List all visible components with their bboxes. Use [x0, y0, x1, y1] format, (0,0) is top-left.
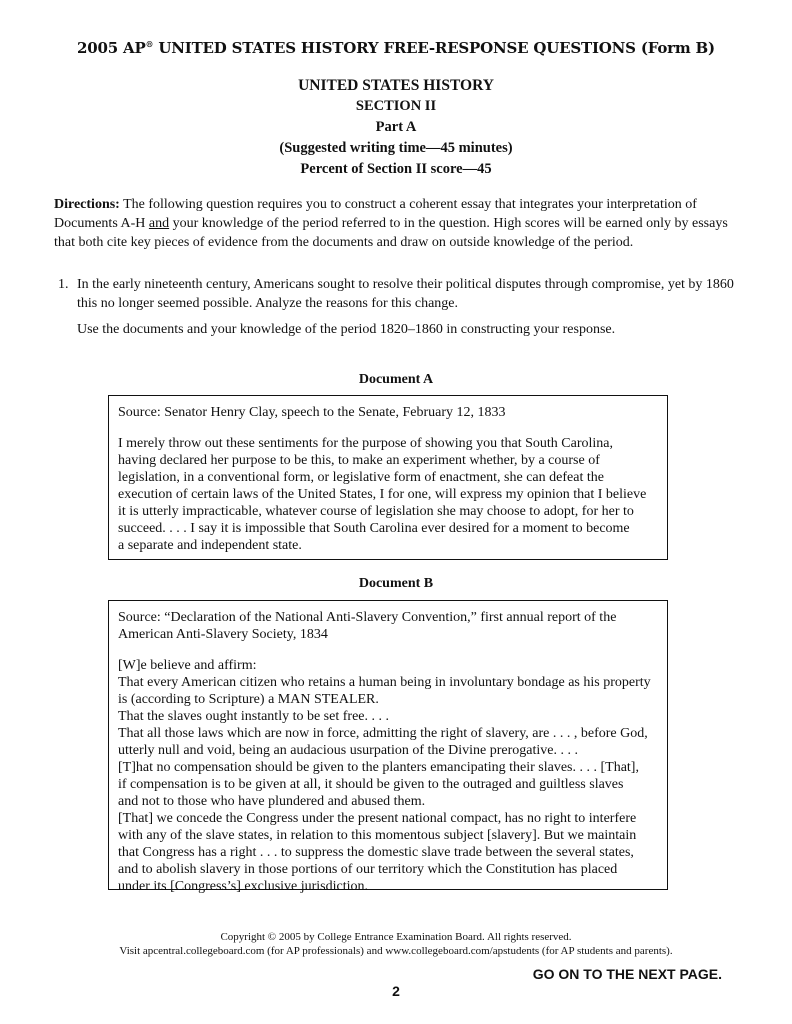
document-b-source-line: Source: “Declaration of the National Anti-Slavery Convention,” first annual report of the — [118, 610, 617, 625]
visit-notice: Visit apcentral.collegeboard.com (for AP professionals) and www.collegeboard.com/apstudents (for AP students and parents). — [119, 945, 673, 957]
document-b-line: under its [Congress’s] exclusive jurisdiction. — [118, 879, 369, 894]
document-b-box — [108, 600, 668, 894]
document-a-source: Source: Senator Henry Clay, speech to the Senate, February 12, 1833 — [118, 405, 506, 420]
copyright-notice: Copyright © 2005 by College Entrance Examination Board. All rights reserved. — [220, 931, 572, 943]
document-b-line: utterly null and void, being an audacious usurpation of the Divine prerogative. . . . — [118, 743, 578, 758]
score-percent: Percent of Section II score—45 — [300, 161, 492, 177]
document-a-line: succeed. . . . I say it is impossible that South Carolina ever desired for a moment to become — [118, 521, 630, 536]
document-b-line: that Congress has a right . . . to suppress the domestic slave trade between the several states, — [118, 845, 634, 860]
next-page-notice: GO ON TO THE NEXT PAGE. — [532, 966, 722, 982]
directions-text-2: your knowledge of the period referred to in the question. High scores will be earned only by essays that both cite key pieces of evidence from the documents and draw on outside knowledge of the period. — [54, 216, 728, 250]
document-a-line: a separate and independent state. — [118, 538, 302, 553]
document-a-box — [108, 395, 668, 560]
question-number: 1. — [58, 277, 69, 292]
writing-time: (Suggested writing time—45 minutes) — [279, 140, 513, 156]
document-b-line: That the slaves ought instantly to be set free. . . . — [118, 709, 389, 724]
document-a-line: it is utterly impracticable, whatever course of legislation she may choose to adopt, for her to — [118, 504, 634, 519]
document-a-line: having declared her purpose to be this, to make an experiment whether, by a course of — [118, 453, 600, 468]
question-instruction: Use the documents and your knowledge of the period 1820–1860 in constructing your response. — [77, 322, 616, 337]
registered-mark: ® — [145, 39, 154, 49]
question-text: In the early nineteenth century, Americans sought to resolve their political disputes through compromise, yet by 1860 this no longer seemed possible. Analyze the reasons for this change. — [77, 277, 734, 311]
part-title: Part A — [375, 119, 417, 135]
header-title-post: UNITED STATES HISTORY FREE-RESPONSE QUESTIONS (Form B) — [153, 39, 715, 57]
document-b-line: That all those laws which are now in force, admitting the right of slavery, are . . . , before God, — [118, 726, 648, 741]
directions — [54, 195, 734, 252]
document-b-line: is (according to Scripture) a MAN STEALER. — [118, 692, 379, 707]
question-1 — [54, 275, 734, 339]
page-footer — [0, 930, 792, 958]
document-b-line: That every American citizen who retains a human being in involuntary bondage as his property — [118, 675, 651, 690]
document-b-line: [T]hat no compensation should be given to the planters emancipating their slaves. . . . [That], — [118, 760, 639, 775]
page-number: 2 — [392, 983, 400, 999]
document-b-line: with any of the slave states, in relation to this momentous subject [slavery]. But we maintain — [118, 828, 637, 843]
subject-title: UNITED STATES HISTORY — [298, 77, 494, 94]
directions-label: Directions: — [54, 197, 120, 212]
page-header — [0, 39, 792, 57]
section-title: SECTION II — [355, 98, 437, 114]
document-b-line: and to abolish slavery in those portions of our territory which the Constitution has placed — [118, 862, 618, 877]
document-b-line: and not to those who have plundered and abused them. — [118, 794, 426, 809]
section-heading — [0, 75, 792, 180]
document-a-line: execution of certain laws of the United States, I for one, will express my opinion that I believe — [118, 487, 647, 502]
document-b-source-line: American Anti-Slavery Society, 1834 — [118, 627, 328, 642]
document-b-line: [That] we concede the Congress under the present national compact, has no right to interfere — [118, 811, 637, 826]
document-a-line: legislation, in a conventional form, or legislative form of enactment, she can defeat the — [118, 470, 604, 485]
document-b-line: if compensation is to be given at all, it should be given to the outraged and guiltless slaves — [118, 777, 624, 792]
document-a-label: Document A — [358, 372, 434, 387]
document-b-label: Document B — [358, 576, 434, 591]
directions-text-1: The following question requires you to construct a coherent essay that integrates your interpretation of Documents A-H — [54, 197, 697, 231]
document-b-line: [W]e believe and affirm: — [118, 658, 257, 673]
directions-underlined: and — [148, 216, 170, 231]
document-a-line: I merely throw out these sentiments for the purpose of showing you that South Carolina, — [118, 436, 613, 451]
header-title-pre: 2005 AP — [77, 39, 146, 57]
